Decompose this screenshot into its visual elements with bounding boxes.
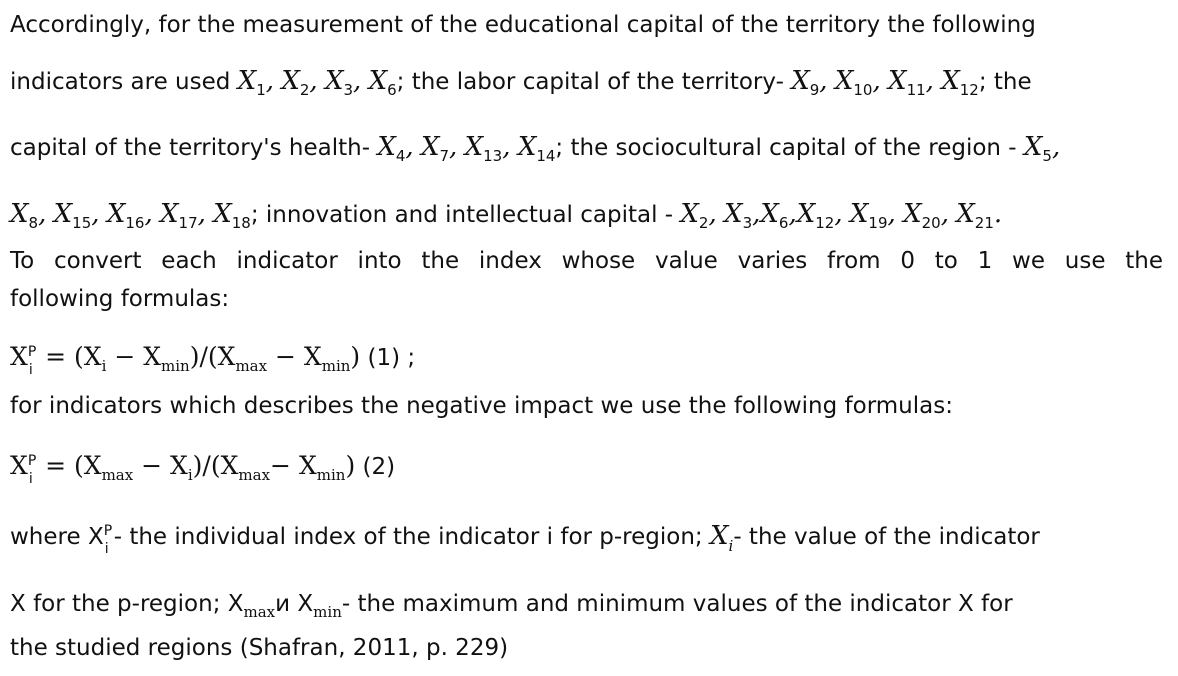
text: where X bbox=[10, 524, 104, 550]
var: $X_3$ bbox=[324, 66, 354, 99]
text: ; innovation and intellectual capital - bbox=[250, 202, 674, 228]
formula-indices: P i bbox=[27, 453, 37, 487]
var: $X_{11}$ bbox=[888, 66, 926, 99]
var: $X_{18}$ bbox=[213, 199, 251, 232]
text: - the individual index of the indicator i for p-region; bbox=[113, 524, 703, 550]
text: ; the bbox=[978, 69, 1032, 95]
text: capital of the territory's health- bbox=[10, 135, 371, 161]
text: for indicators which describes the negative impact we use the following formulas: bbox=[10, 393, 953, 419]
var: $X_{10}$ bbox=[834, 66, 873, 99]
var: $X_{20}$ bbox=[903, 199, 941, 232]
text: и X bbox=[275, 591, 314, 617]
var: $X_{16}$ bbox=[106, 199, 145, 232]
var: $X_{19}$ bbox=[849, 199, 888, 232]
text: Accordingly, for the measurement of the educational capital of the territory the following bbox=[10, 12, 1036, 38]
var: $X_6$ bbox=[368, 66, 397, 99]
var: $X_1$ bbox=[237, 66, 266, 99]
formula-lhs: X bbox=[10, 451, 28, 480]
citation-text: the studied regions (Shafran, 2011, p. 229) bbox=[10, 635, 509, 661]
text: ; the sociocultural capital of the region - bbox=[555, 135, 1017, 161]
paragraph2-line2 bbox=[10, 284, 229, 314]
formula-indices: P i bbox=[27, 344, 37, 378]
formula-2: X P i = $(X_{max} - X_i)/(X_{max}- X_{min})$ (2) bbox=[10, 451, 396, 487]
var: $X_2$ bbox=[680, 199, 709, 232]
var: $X_{12}$ bbox=[941, 66, 979, 99]
where-line3 bbox=[10, 633, 508, 663]
var: $X_8$ bbox=[10, 199, 39, 232]
text: indicators are used bbox=[10, 69, 231, 95]
var: $X_4$ bbox=[377, 132, 406, 165]
formula-1: X P i = $(X_i - X_{min})/(X_{max} - X_{min})$ (1) ; bbox=[10, 342, 416, 378]
var: $X_{13}$ bbox=[464, 132, 503, 165]
formula-part: = (X bbox=[45, 342, 102, 371]
var: $X_9$ bbox=[791, 66, 820, 99]
var: $X_2$ bbox=[281, 66, 310, 99]
var: $X_{17}$ bbox=[160, 199, 198, 232]
where-line2: X for the p-region; $X_{max}и$ $X_{min}-$ the maximum and minimum values of the indicator X for bbox=[10, 591, 1013, 621]
where-line1: where X P i - the individual index of the indicator i for p-region; $X_i-$ the value of the indicator bbox=[10, 521, 1040, 557]
negative-impact-line bbox=[10, 391, 953, 421]
text: following formulas: bbox=[10, 286, 230, 312]
text: X for the p-region; X bbox=[10, 591, 244, 617]
var: $X_7$ bbox=[420, 132, 450, 165]
var: X bbox=[709, 521, 729, 551]
text: - the value of the indicator bbox=[733, 524, 1040, 550]
var: $X_{15}$ bbox=[53, 199, 92, 232]
paragraph1-line1 bbox=[10, 10, 1036, 40]
var: $X_{21}$ bbox=[956, 199, 994, 232]
text: - the maximum and minimum values of the indicator X for bbox=[341, 591, 1013, 617]
var: $X_{14}$ bbox=[517, 132, 556, 165]
var: $X_6$ bbox=[760, 199, 789, 232]
paragraph2-line1 bbox=[10, 246, 1163, 276]
text: ; the labor capital of the territory- bbox=[396, 69, 784, 95]
var: $X_{12}$ bbox=[796, 199, 835, 232]
var: $X_5$ bbox=[1023, 132, 1052, 165]
formula-label: (2) bbox=[355, 454, 396, 480]
paragraph1-line4: $X_8$, $X_{15}$, $X_{16}$, $X_{17}$, $X_{18}$; innovation and intellectual capital - $X_2$, $X_3,X_6,X_{12}$, $X_{19}$, $X_{20}$, $X_{21}$. bbox=[10, 199, 1003, 232]
formula-lhs: X bbox=[10, 342, 28, 371]
formula-label: (1) ; bbox=[360, 345, 416, 371]
paragraph1-line2: indicators are used $X_1$, $X_2$, $X_3$, $X_6$; the labor capital of the territory- $X_9$, $X_{10}$, $X_{11}$, $X_{12}$; the bbox=[10, 66, 1032, 99]
paragraph1-line3: capital of the territory's health- $X_4$, $X_7$, $X_{13}$, $X_{14}$; the sociocultural capital of the region - $X_5$, bbox=[10, 132, 1061, 165]
text: To convert each indicator into the index whose value varies from 0 to 1 we use the bbox=[10, 248, 1163, 274]
formula-indices: P i bbox=[103, 523, 113, 557]
var: $X_3$ bbox=[724, 199, 753, 232]
